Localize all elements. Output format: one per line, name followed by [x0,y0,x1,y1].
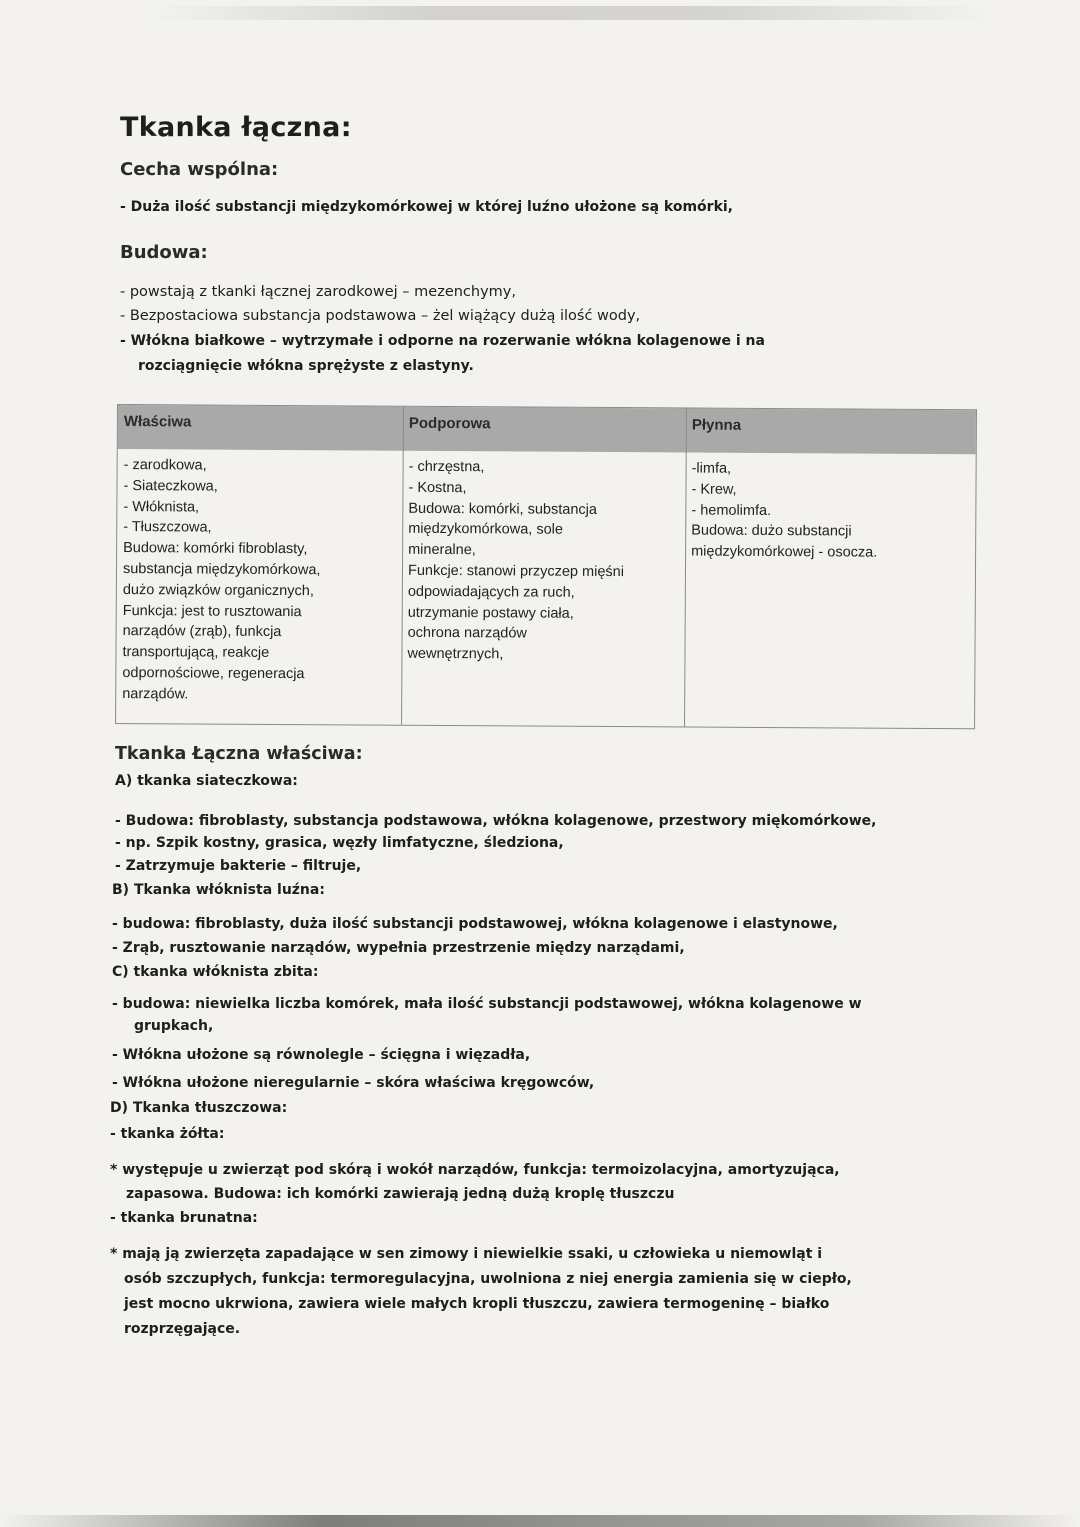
cell-line: narządów (zrąb), funkcja [122,623,282,641]
structure-heading: Budowa: [120,242,208,263]
proper-line-cont: rozprzęgające. [124,1321,241,1337]
cell-line: międzykomórkowej - osocza. [691,543,878,561]
cell-line: mineralne, [408,541,476,559]
cell-line: - Siateczkowa, [123,477,218,495]
proper-line-cont: grupkach, [134,1018,214,1034]
cell-line: - hemolimfa. [691,502,772,519]
table-column [684,408,976,728]
cell-line: - Krew, [691,481,737,498]
cell-line: - Kostna, [408,479,467,496]
table-cell [407,457,681,667]
table-column [116,405,404,725]
cell-line: narządów. [122,685,189,703]
proper-line: - Zatrzymuje bakterie – filtruje, [115,858,362,874]
cell-line: transportującą, reakcje [122,644,270,662]
cell-line: utrzymanie postawy ciała, [407,604,574,622]
table-cell [691,459,972,565]
proper-line: - np. Szpik kostny, grasica, węzły limfatyczne, śledziona, [115,835,564,851]
structure-item-cont: rozciągnięcie włókna sprężyste z elastyny. [138,358,474,374]
cell-line: - zarodkowa, [123,457,207,474]
column-header: Podporowa [408,414,491,433]
proper-line: - Włókna ułożone są równolegle – ścięgna i więzadła, [112,1047,531,1063]
proper-line: - Zrąb, rusztowanie narządów, wypełnia przestrzenie między narządami, [112,940,685,956]
cell-line: wewnętrznych, [407,645,504,663]
structure-item: - powstają z tkanki łącznej zarodkowej – mezenchymy, [120,284,516,300]
cell-line: odpornościowe, regeneracja [122,665,305,683]
common-heading: Cecha wspólna: [120,159,279,180]
proper-line: - budowa: fibroblasty, duża ilość substancji podstawowej, włókna kolagenowe i elastynowe, [112,916,838,932]
subsection-heading: D) Tkanka tłuszczowa: [110,1100,288,1116]
table-cell [122,455,399,706]
cell-line: Budowa: komórki, substancja [408,500,598,518]
proper-line: - tkanka brunatna: [110,1210,258,1226]
proper-line: * występuje u zwierząt pod skórą i wokół narządów, funkcja: termoizolacyjna, amortyzująca, [110,1162,840,1178]
cell-line: - chrzęstna, [408,458,485,476]
cell-line: Budowa: dużo substancji [691,522,852,540]
proper-line: - tkanka żółta: [110,1126,225,1142]
column-header: Właściwa [123,413,192,431]
cell-line: Funkcje: stanowi przyczep mięśni [407,562,625,581]
proper-line: - budowa: niewielka liczba komórek, mała ilość substancji podstawowej, włókna kolagenowe w [112,996,862,1012]
cell-line: - Tłuszczowa, [123,519,212,536]
proper-line-cont: zapasowa. Budowa: ich komórki zawierają jedną dużą kroplę tłuszczu [126,1186,675,1202]
cell-line: Budowa: komórki fibroblasty, [123,540,308,558]
cell-line: dużo związków organicznych, [122,581,314,599]
paper-bottom-edge [0,1515,1080,1527]
structure-item: - Bezpostaciowa substancja podstawowa – żel wiążący dużą ilość wody, [120,308,641,324]
page-title: Tkanka łączna: [120,112,352,143]
tissue-types-table [115,404,977,729]
structure-item: - Włókna białkowe – wytrzymałe i odporne na rozerwanie włókna kolagenowe i na [120,333,765,349]
proper-line: - Włókna ułożone nieregularnie – skóra właściwa kręgowców, [112,1075,595,1091]
common-item: - Duża ilość substancji międzykomórkowej w której luźno ułożone są komórki, [120,199,733,215]
cell-line: międzykomórkowa, sole [408,521,564,539]
subsection-heading: C) tkanka włóknista zbita: [112,964,319,980]
cell-line: ochrona narządów [407,625,527,642]
proper-heading: Tkanka Łączna właściwa: [115,744,363,764]
table-column [401,407,687,727]
cell-line: -limfa, [691,460,732,477]
column-header: Płynna [691,416,742,434]
cell-line: - Włóknista, [123,498,200,516]
proper-line: - Budowa: fibroblasty, substancja podstawowa, włókna kolagenowe, przestwory miękomórkowe, [115,813,877,829]
subsection-heading: B) Tkanka włóknista luźna: [112,882,325,898]
proper-line-cont: jest mocno ukrwiona, zawiera wiele małych kropli tłuszczu, zawiera termogeninę – białko [124,1296,830,1312]
proper-line: * mają ją zwierzęta zapadające w sen zimowy i niewielkie ssaki, u człowieka u niemowląt i [110,1246,823,1262]
proper-line-cont: osób szczupłych, funkcja: termoregulacyjna, uwolniona z niej energia zamienia się w ciepło, [124,1271,852,1287]
cell-line: odpowiadających za ruch, [407,583,575,601]
cell-line: Funkcja: jest to rusztowania [122,602,302,620]
subsection-heading: A) tkanka siateczkowa: [115,773,298,789]
cell-line: substancja międzykomórkowa, [122,561,321,579]
